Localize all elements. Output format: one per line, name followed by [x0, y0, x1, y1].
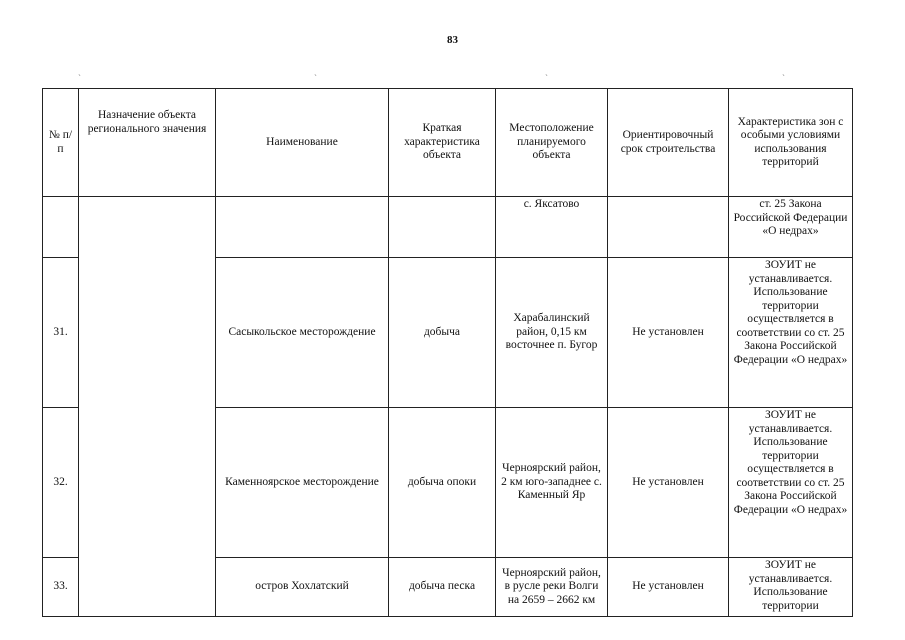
row-name: остров Хохлатский	[216, 558, 389, 617]
row-zones: ЗОУИТ не устанавливается. Использование территории	[729, 558, 853, 617]
table-row	[43, 197, 853, 258]
row-short-desc: добыча	[389, 258, 496, 408]
header-location: Местоположение планируемого объекта	[496, 89, 608, 197]
row-term	[608, 197, 729, 258]
row-term: Не установлен	[608, 558, 729, 617]
objects-table	[42, 88, 853, 617]
header-zones: Характеристика зон с особыми условиями использования территорий	[729, 89, 853, 197]
row-num: 32.	[43, 408, 79, 558]
row-num	[43, 197, 79, 258]
row-location: Черноярский район, в русле реки Волги на 2659 – 2662 км	[496, 558, 608, 617]
header-short-desc: Краткая характеристика объекта	[389, 89, 496, 197]
row-location: Черноярский район, 2 км юго-западнее с. Каменный Яр	[496, 408, 608, 558]
row-location: с. Яксатово	[496, 197, 608, 258]
header-purpose: Назначение объекта регионального значения	[79, 89, 216, 197]
row-zones: ЗОУИТ не устанавливается. Использование территории осуществляется в соответствии со ст. 25 Закона Российской Федерации «О недрах»	[729, 408, 853, 558]
row-num: 33.	[43, 558, 79, 617]
row-short-desc	[389, 197, 496, 258]
row-zones: ЗОУИТ не устанавливается. Использование территории осуществляется в соответствии со ст. 25 Закона Российской Федерации «О недрах»	[729, 258, 853, 408]
row-short-desc: добыча песка	[389, 558, 496, 617]
table-header-row	[43, 89, 853, 197]
header-term: Ориентировочный срок строительства	[608, 89, 729, 197]
header-num: № п/п	[43, 89, 79, 197]
purpose-cell	[79, 197, 216, 617]
page-number: 83	[447, 34, 458, 46]
row-location: Харабалинский район, 0,15 км восточнее п. Бугор	[496, 258, 608, 408]
scan-speck: ˏ	[78, 66, 81, 76]
scan-speck: ˏ	[545, 66, 548, 76]
row-name: Каменноярское месторождение	[216, 408, 389, 558]
row-name	[216, 197, 389, 258]
row-short-desc: добыча опоки	[389, 408, 496, 558]
row-num: 31.	[43, 258, 79, 408]
scan-speck: ˏ	[314, 66, 317, 76]
header-name: Наименование	[216, 89, 389, 197]
row-term: Не установлен	[608, 258, 729, 408]
row-term: Не установлен	[608, 408, 729, 558]
row-name: Сасыкольское месторождение	[216, 258, 389, 408]
row-zones: ст. 25 Закона Российской Федерации «О недрах»	[729, 197, 853, 258]
scan-speck: ˏ	[782, 66, 785, 76]
